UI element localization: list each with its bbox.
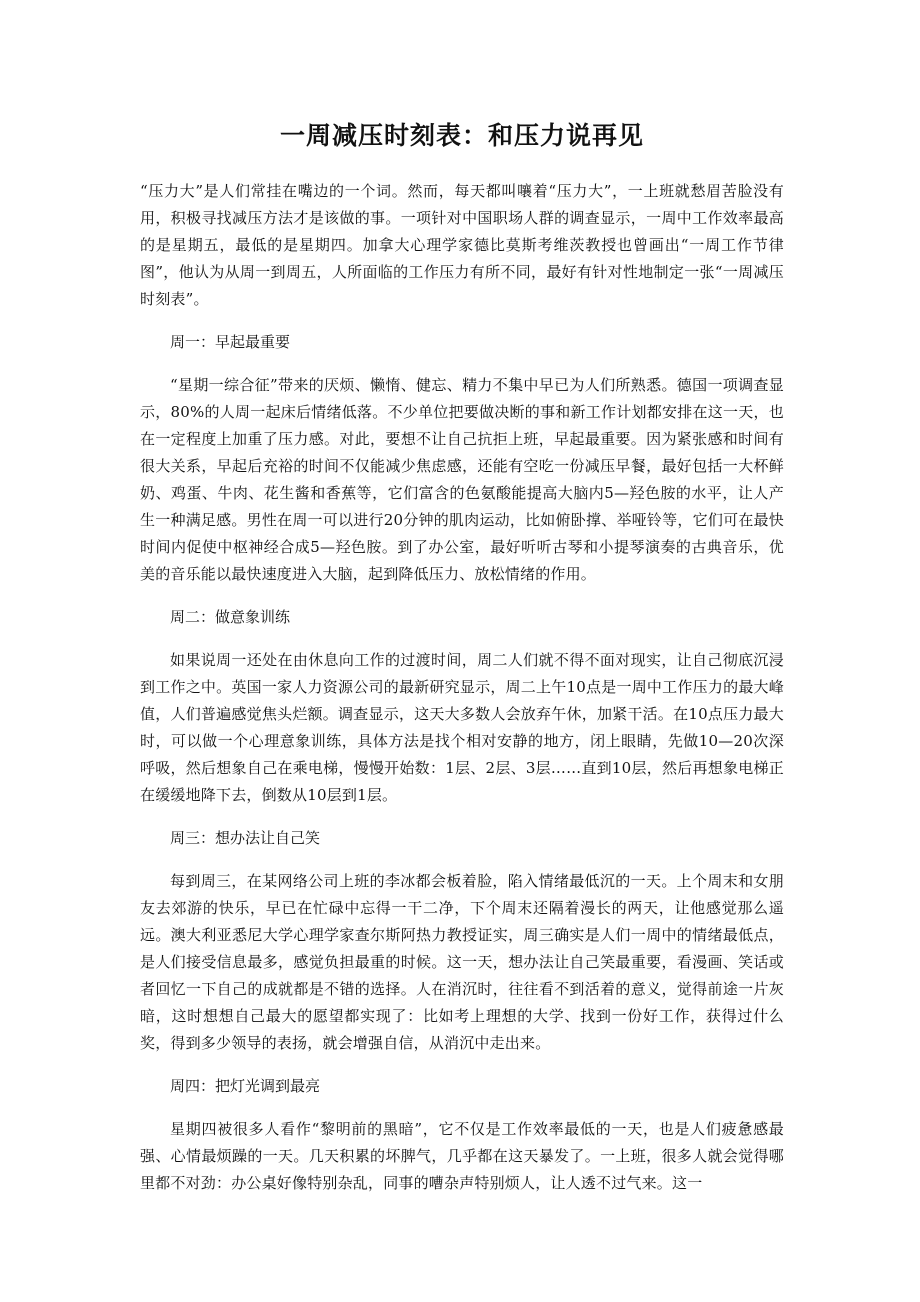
section-heading-wednesday: 周三：想办法让自己笑 <box>170 829 321 847</box>
section-body-wednesday: 每到周三，在某网络公司上班的李冰都会板着脸，陷入情绪最低沉的一天。上个周末和女朋友去郊游的快乐，早已在忙碌中忘得一干二净，下个周末还隔着漫长的两天，让他感觉那么遥远。澳大利亚悉尼大学心理学家查尔斯阿热力教授证实，周三确实是人们一周中的情绪最低点，是人们接受信息最多，感觉负担最重的时候。这一天，想办法让自己笑最重要，看漫画、笑话或者回忆一下自己的成就都是不错的选择。人在消沉时，往往看不到活着的意义，觉得前途一片灰暗，这时想想自己最大的愿望都实现了：比如考上理想的大学、找到一份好工作，获得过什么奖，得到多少领导的表扬，就会增强自信，从消沉中走出来。 <box>140 872 784 1052</box>
section-body-monday: “星期一综合征”带来的厌烦、懒惰、健忘、精力不集中早已为人们所熟悉。德国一项调查显示，80%的人周一起床后情绪低落。不少单位把要做决断的事和新工作计划都安排在这一天，也在一定程度上加重了压力感。对此，要想不让自己抗拒上班，早起最重要。因为紧张感和时间有很大关系，早起后充裕的时间不仅能减少焦虑感，还能有空吃一份减压早餐，最好包括一大杯鲜奶、鸡蛋、牛肉、花生酱和香蕉等，它们富含的色氨酸能提高大脑内5—羟色胺的水平，让人产生一种满足感。男性在周一可以进行20分钟的肌肉运动，比如俯卧撑、举哑铃等，它们可在最快时间内促使中枢神经合成5—羟色胺。到了办公室，最好听听古琴和小提琴演奏的古典音乐，优美的音乐能以最快速度进入大脑，起到降低压力、放松情绪的作用。 <box>140 376 784 583</box>
section-heading-monday: 周一：早起最重要 <box>170 333 291 351</box>
section-body-tuesday: 如果说周一还处在由休息向工作的过渡时间，周二人们就不得不面对现实，让自己彻底沉浸到工作之中。英国一家人力资源公司的最新研究显示，周二上午10点是一周中工作压力的最大峰值，人们普遍感觉焦头烂额。调查显示，这天大多数人会放弃午休，加紧干活。在10点压力最大时，可以做一个心理意象训练，具体方法是找个相对安静的地方，闭上眼睛，先做10—20次深呼吸，然后想象自己在乘电梯，慢慢开始数：1层、2层、3层……直到10层，然后再想象电梯正在缓缓地降下去，倒数从10层到1层。 <box>140 651 784 804</box>
document-title: 一周减压时刻表：和压力说再见 <box>279 121 644 150</box>
section-heading-thursday: 周四：把灯光调到最亮 <box>170 1077 321 1095</box>
document-page <box>140 116 784 1213</box>
section-heading-tuesday: 周二：做意象训练 <box>170 608 291 626</box>
intro-paragraph: “压力大”是人们常挂在嘴边的一个词。然而，每天都叫嚷着“压力大”，一上班就愁眉苦脸没有用，积极寻找减压方法才是该做的事。一项针对中国职场人群的调查显示，一周中工作效率最高的是星期五，最低的是星期四。加拿大心理学家德比莫斯考维茨教授也曾画出“一周工作节律图”，他认为从周一到周五，人所面临的工作压力有所不同，最好有针对性地制定一张“一周减压时刻表”。 <box>140 182 784 308</box>
section-body-thursday: 星期四被很多人看作“黎明前的黑暗”，它不仅是工作效率最低的一天，也是人们疲惫感最强、心情最烦躁的一天。几天积累的坏脾气，几乎都在这天暴发了。一上班，很多人就会觉得哪里都不对劲：办公桌好像特别杂乱，同事的嘈杂声特别烦人，让人透不过气来。这一 <box>140 1120 784 1192</box>
